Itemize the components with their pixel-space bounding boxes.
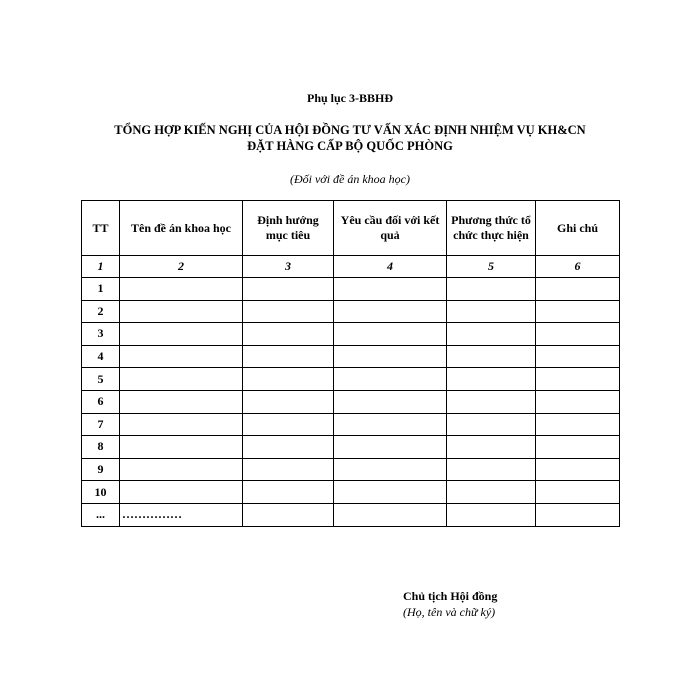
table-cell <box>243 390 334 413</box>
table-cell <box>536 278 620 301</box>
table-cell <box>334 458 447 481</box>
row-index: 10 <box>82 481 120 504</box>
table-cell <box>120 278 243 301</box>
table-cell <box>536 390 620 413</box>
table-cell <box>447 503 536 526</box>
table-cell <box>243 458 334 481</box>
table-cell <box>447 368 536 391</box>
table-row <box>82 436 620 459</box>
table-cell <box>120 323 243 346</box>
title-line-1: TỔNG HỢP KIẾN NGHỊ CỦA HỘI ĐỒNG TƯ VẤN XÁC ĐỊNH NHIỆM VỤ KH&CN <box>114 123 586 137</box>
header-cell: Yêu cầu đối với kết quả <box>334 201 447 256</box>
table-row <box>82 278 620 301</box>
header-cell: TT <box>82 201 120 256</box>
table-cell <box>120 345 243 368</box>
title-line-2: ĐẶT HÀNG CẤP BỘ QUỐC PHÒNG <box>247 139 453 153</box>
table-cell <box>334 345 447 368</box>
table-cell <box>447 458 536 481</box>
signature-block <box>403 588 497 620</box>
row-index: 8 <box>82 436 120 459</box>
row-index: 2 <box>82 300 120 323</box>
row-index: 7 <box>82 413 120 436</box>
table-cell <box>120 390 243 413</box>
table-cell <box>243 300 334 323</box>
table-cell <box>536 368 620 391</box>
table-cell <box>120 413 243 436</box>
table-cell <box>243 436 334 459</box>
document-subtitle: (Đối với đề án khoa học) <box>289 172 411 186</box>
column-number: 6 <box>536 256 620 278</box>
table-cell <box>536 458 620 481</box>
row-index: 4 <box>82 345 120 368</box>
table-row <box>82 345 620 368</box>
table-cell <box>243 481 334 504</box>
row-index: 5 <box>82 368 120 391</box>
table-cell <box>243 503 334 526</box>
row-index: 1 <box>82 278 120 301</box>
column-number: 4 <box>334 256 447 278</box>
table-row <box>82 413 620 436</box>
row-index: 3 <box>82 323 120 346</box>
table-cell <box>536 481 620 504</box>
table-cell <box>120 481 243 504</box>
table-cell <box>447 323 536 346</box>
table-cell <box>447 390 536 413</box>
table-cell <box>243 278 334 301</box>
column-number: 5 <box>447 256 536 278</box>
table-cell <box>447 300 536 323</box>
table-cell <box>243 413 334 436</box>
signature-note: (Họ, tên và chữ ký) <box>403 605 496 619</box>
table-cell <box>243 323 334 346</box>
table-cell <box>536 323 620 346</box>
row-index: 9 <box>82 458 120 481</box>
table-cell <box>334 481 447 504</box>
row-index: 6 <box>82 390 120 413</box>
table-cell <box>536 436 620 459</box>
table-cell <box>334 323 447 346</box>
table-row <box>82 481 620 504</box>
table-cell <box>120 300 243 323</box>
table-cell <box>447 413 536 436</box>
table-cell <box>334 390 447 413</box>
table-cell <box>334 278 447 301</box>
table-cell <box>243 368 334 391</box>
header-cell: Định hướng mục tiêu <box>243 201 334 256</box>
table-cell <box>334 368 447 391</box>
header-cell: Phương thức tổ chức thực hiện <box>447 201 536 256</box>
table-row <box>82 323 620 346</box>
table-cell <box>120 436 243 459</box>
table-cell <box>334 413 447 436</box>
table-cell <box>120 368 243 391</box>
row-index: ... <box>82 503 120 526</box>
signature-title: Chủ tịch Hội đồng <box>403 589 498 603</box>
table-row <box>82 300 620 323</box>
column-number: 3 <box>243 256 334 278</box>
column-number-row <box>82 256 620 278</box>
table-cell <box>536 413 620 436</box>
header-cell: Ghi chú <box>536 201 620 256</box>
table-row <box>82 390 620 413</box>
table-cell <box>447 345 536 368</box>
table-cell <box>334 503 447 526</box>
table-cell <box>334 300 447 323</box>
table-cell <box>536 345 620 368</box>
document-title <box>0 122 700 154</box>
table-row <box>82 368 620 391</box>
header-row <box>82 201 620 256</box>
table-cell: …………… <box>120 503 243 526</box>
summary-table <box>81 200 620 527</box>
header-cell: Tên đề án khoa học <box>120 201 243 256</box>
table-cell <box>536 300 620 323</box>
table-cell <box>243 345 334 368</box>
table-cell <box>334 436 447 459</box>
table-cell <box>120 458 243 481</box>
table-cell <box>447 436 536 459</box>
appendix-label: Phụ lục 3-BBHĐ <box>306 91 393 105</box>
table-cell <box>447 481 536 504</box>
table-cell <box>536 503 620 526</box>
table-cell <box>447 278 536 301</box>
table-row-ellipsis <box>82 503 620 526</box>
column-number: 1 <box>82 256 120 278</box>
table-row <box>82 458 620 481</box>
column-number: 2 <box>120 256 243 278</box>
